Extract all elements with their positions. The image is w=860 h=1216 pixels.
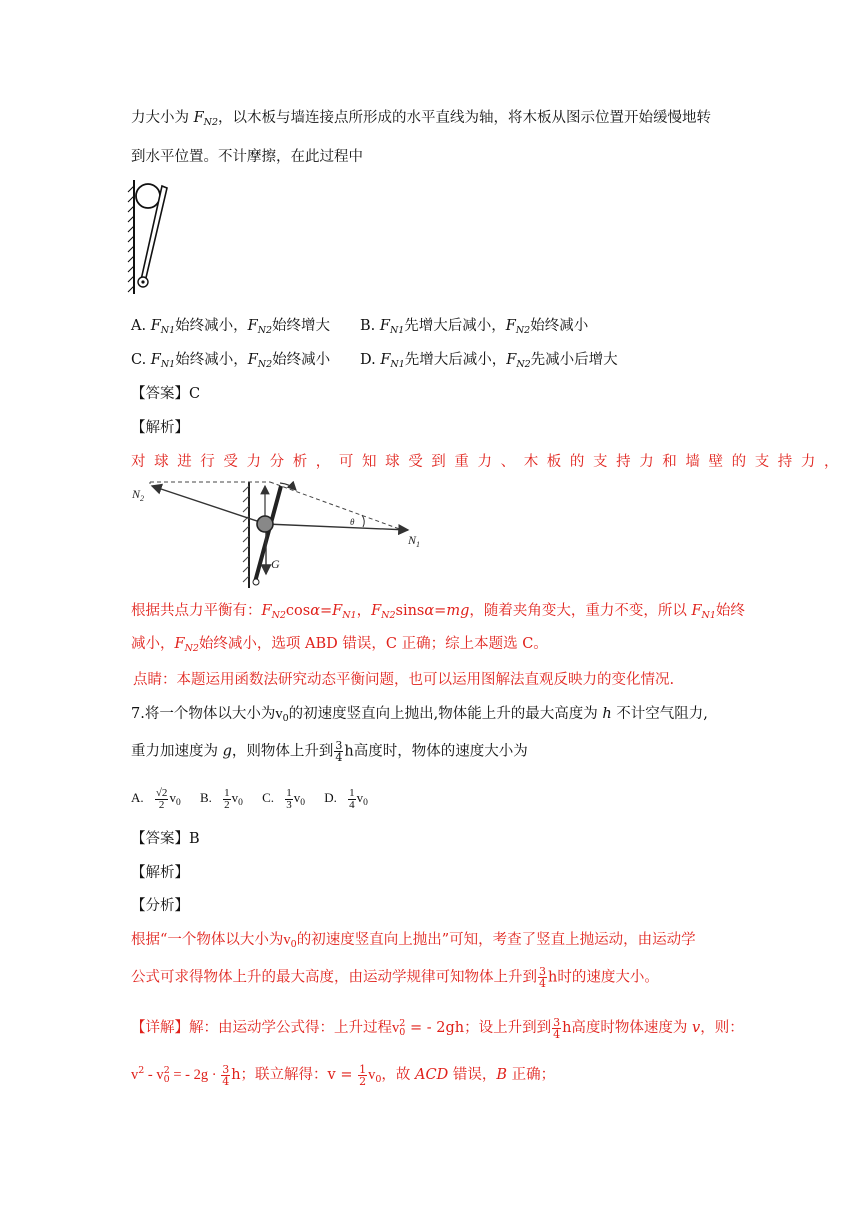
q6-stem-line1: 力大小为 $F_{N2}$，以木板与墙连接点所形成的水平直线为轴，将木板从图示位置开始缓慢地转	[131, 110, 712, 128]
fraction-three-quarters: $\frac{3}{4}$	[335, 739, 343, 764]
q7-option-c: C. $\frac{1}{3}$ $v_0$	[262, 787, 306, 811]
fig-label-theta: θ	[350, 517, 355, 527]
q7-fenxi-line2: 公式可求得物体上升的最大高度，由运动学规律可知物体上升到 $\frac{3}{4}$ h时的速度大小。	[131, 965, 659, 990]
q6-option-a: A. $F_{N1}$始终减小，$F_{N2}$始终增大	[131, 318, 331, 336]
q6-equation-line2: 减小，$F_{N2}$始终减小，选项 ABD 错误，C 正确；综上本题选 C。	[131, 636, 548, 654]
q7-detail-line1: 【详解】解：由运动学公式得：上升过程$v_0^2$ = - 2gh；设上升到到 $\frac{3}{4}$ h高度时物体速度为 v，则：	[131, 1015, 744, 1041]
q6-option-d: D. $F_{N1}$先增大后减小，$F_{N2}$先减小后增大	[360, 352, 618, 370]
q6-equation-line1: 根据共点力平衡有：$F_{N2}\cos\alpha=F_{N1}$，$F_{N2}\sin s\alpha=mg$，随着夹角变大，重力不变，所以 $F_{N1}$始终	[131, 603, 745, 621]
q6-figure-wall-ball-board	[124, 176, 178, 300]
q6-stem-line2: 到水平位置。不计摩擦，在此过程中	[131, 149, 363, 165]
fig-label-g: G	[271, 557, 280, 571]
q6-answer: 【答案】C	[131, 386, 201, 402]
q6-comment: 点睛：本题运用函数法研究动态平衡问题，也可以运用图解法直观反映力的变化情况.	[133, 672, 675, 688]
q7-option-b: B. $\frac{1}{2}$ $v_0$	[199, 787, 243, 811]
q7-option-d: D. $\frac{1}{4}$ $v_0$	[324, 787, 368, 811]
q6-option-c: C. $F_{N1}$始终减小，$F_{N2}$始终减小	[131, 352, 331, 370]
q7-detail-line2: $v^2 - v_0^2$ = - 2g · $\frac{3}{4}$ h；联立解得：v = $\frac{1}{2}$ $v_0$，故 ACD 错误，B 正确；	[131, 1062, 556, 1088]
fig-label-n1: $N_1$	[408, 533, 421, 549]
q7-option-a: A. $\frac{√2}{2}$ $v_0$	[131, 787, 181, 811]
q6-analysis-heading: 【解析】	[131, 420, 189, 436]
q7-analysis-heading: 【解析】	[131, 865, 189, 881]
q6-force-diagram	[130, 478, 430, 590]
q6-option-b: B. $F_{N1}$先增大后减小，$F_{N2}$始终减小	[360, 318, 589, 336]
q7-stem-line2: 重力加速度为 g，则物体上升到 $\frac{3}{4}$ h高度时，物体的速度大小为	[131, 739, 528, 764]
q6-analysis-line1: 对球进行受力分析，可知球受到重力、木板的支持力和墙壁的支持力，	[131, 454, 848, 470]
q7-answer: 【答案】B	[131, 831, 200, 847]
q7-options	[131, 788, 368, 813]
fig-label-n2: $N_2$	[132, 487, 145, 503]
q7-fenxi-line1: 根据“一个物体以大小为$v_0$的初速度竖直向上抛出”可知，考查了竖直上抛运动，由运动学	[131, 932, 696, 950]
q7-fenxi-heading: 【分析】	[131, 898, 189, 914]
q7-stem-line1: 7.将一个物体以大小为$v_0$的初速度竖直向上抛出,物体能上升的最大高度为 h 不计空气阻力,	[131, 706, 708, 724]
